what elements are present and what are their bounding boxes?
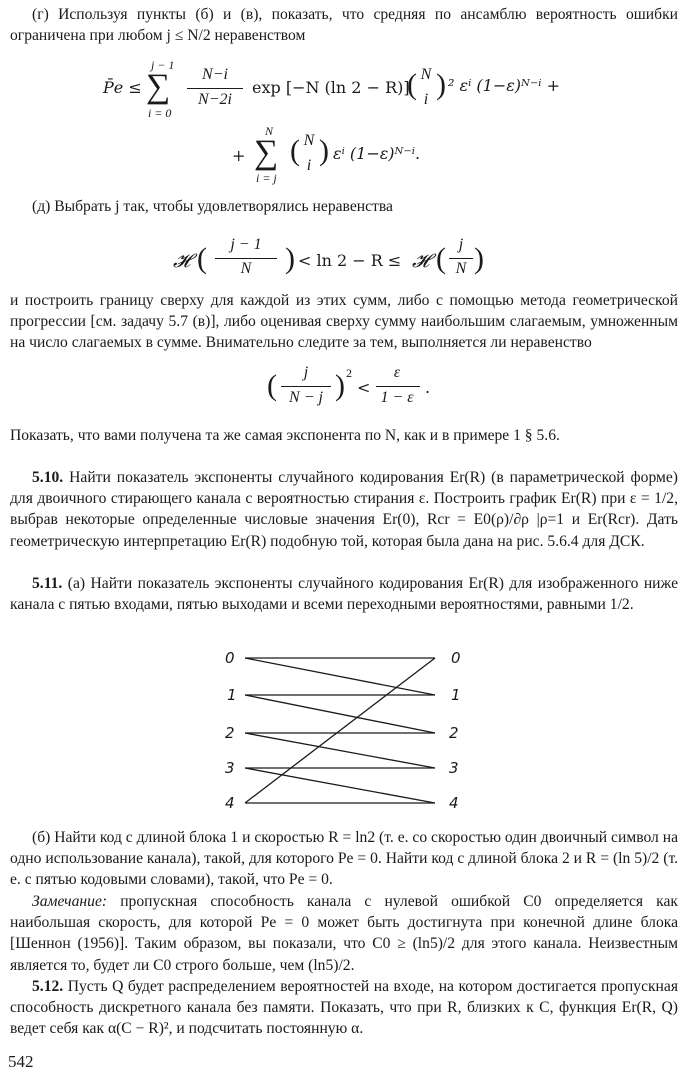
eq1-frac-num: N−i	[202, 66, 228, 83]
eq3-middle: < ln 2 − R ≤	[298, 251, 402, 270]
eq3-H1: 𝓗	[173, 250, 191, 272]
input-label-0: 0	[225, 649, 235, 667]
eq1-binom-top: N	[420, 66, 432, 83]
eq2-tail: εⁱ (1−ε)ᴺ⁻ⁱ.	[333, 144, 421, 163]
paragraph-d: (д) Выбрать j так, чтобы удовлетворялись неравенства	[32, 198, 393, 215]
eq4-paren-close: )	[335, 369, 345, 402]
eq4-bar	[281, 386, 331, 387]
problem-5-10	[10, 467, 678, 552]
edge-1-2	[245, 695, 435, 733]
problem-5-10-number: 5.10.	[32, 469, 64, 486]
eq1-binom-open: (	[407, 68, 417, 101]
edge-4-0	[245, 658, 435, 803]
remark-text: пропускная способность канала с нулевой ошибкой C0 определяется как наибольшая скорость, для которой Pe = 0 может быть достигнута при конечной длине блока [Шеннон (1956)]. Таким образом, вы показали, что C0 ≥ (ln5)/2 для этого канала. Неизвестным является то, будет ли C0 строго больше, чем (ln5)/2.	[10, 893, 678, 974]
input-label-2: 2	[225, 724, 235, 742]
eq2-binom-top: N	[303, 132, 315, 149]
eq3-H2: 𝓗	[412, 250, 430, 272]
eq1-sum-lower: i = 0	[148, 106, 172, 120]
eq1-frac-bar	[187, 88, 243, 89]
problem-5-12-text: Пусть Q будет распределением вероятностей на входе, на котором достигается пропускная способность дискретного канала без памяти. Показать, что при R, близких к C, функция Er(R, Q) ведет себя как α(C − R)², и подсчитать постоянную α.	[10, 978, 679, 1038]
eq2-binom-close: )	[319, 134, 329, 167]
problem-5-12	[10, 976, 678, 1040]
eq3-paren-close-2: )	[474, 242, 484, 275]
paragraph-b: (б) Найти код с длиной блока 1 и скоростью R = ln2 (т. е. со скоростью один двоичный символ на одно использование канала), такой, для которого Pe = 0. Найти код с длиной блока 2 и R = (ln 5)/2 (т. е. с пятью кодовыми словами), такой, что Pe = 0.	[10, 829, 678, 889]
eq4-paren-open: (	[267, 369, 277, 402]
eq4-less: <	[357, 378, 371, 397]
eq2-sum-upper: N	[265, 124, 274, 138]
problem-5-12-number: 5.12.	[32, 978, 64, 995]
paragraph-d-continued: и построить границу сверху для каждой из этих сумм, либо с помощью метода геометрической прогрессии [см. задачу 5.7 (в)], либо оценивая сверху сумму наибольшим слагаемым, умноженным на число слагаемых в сумме. Внимательно следите за тем, выполняется ли неравенство	[10, 292, 678, 352]
paragraph-show: Показать, что вами получена та же самая экспонента по N, как и в примере 1 § 5.6.	[10, 427, 560, 444]
eq3-bar-2	[449, 258, 473, 259]
output-label-2: 2	[449, 724, 459, 742]
output-label-1: 1	[451, 686, 461, 704]
eq2-binom-bot: i	[306, 157, 312, 174]
problem-5-10-text: Найти показатель экспоненты случайного кодирования Er(R) (в параметрической форме) для двоичного стирающего канала с вероятностью стирания ε. Построить график Er(R) при ε = 1/2, выбрав некоторые определенные числовые значения Er(0), Rcr = E0(ρ)/∂ρ |ρ=1 и Er(Rcr). Дать геометрическую интерпретацию Er(R) подобную той, которая была дана на рис. 5.6.4 для ДСК.	[10, 469, 678, 550]
eq2-sum-sign: ∑	[254, 134, 279, 171]
page-number: 542	[8, 1052, 34, 1071]
eq2-binom-open: (	[290, 134, 300, 167]
eq4-num: j	[303, 364, 309, 381]
eq4-den: N − j	[289, 389, 323, 406]
eq1-lhs: P̄e ≤	[103, 78, 142, 97]
eq1-tail: ² εⁱ (1−ε)ᴺ⁻ⁱ +	[448, 76, 561, 95]
remark	[10, 891, 678, 976]
edge-0-1	[245, 658, 435, 695]
eq1-sum-sign: ∑	[146, 68, 171, 105]
input-labels	[225, 649, 237, 812]
eq3-den-1: N	[240, 260, 252, 277]
output-label-4: 4	[449, 794, 459, 812]
eq3-num-1: j − 1	[230, 236, 262, 253]
transition-lines	[245, 658, 435, 803]
input-label-4: 4	[225, 794, 235, 812]
edge-3-4	[245, 768, 435, 803]
input-label-1: 1	[227, 686, 237, 704]
output-label-3: 3	[449, 759, 459, 777]
output-label-0: 0	[451, 649, 461, 667]
eq4-exponent: 2	[346, 366, 352, 380]
eq1-binom-close: )	[436, 68, 446, 101]
input-label-3: 3	[225, 759, 235, 777]
eq1-binom-bot: i	[423, 91, 429, 108]
eq2-sum-lower: i = j	[256, 171, 277, 185]
eq4-rbar	[376, 386, 420, 387]
eq2-plus: +	[232, 146, 246, 165]
output-labels	[449, 649, 461, 812]
eq1-sum-upper: j − 1	[151, 58, 175, 72]
eq3-num-2: j	[458, 236, 464, 253]
eq3-paren-open-2: (	[436, 242, 446, 275]
eq3-paren-open-1: (	[197, 242, 207, 275]
problem-5-11	[10, 573, 678, 615]
problem-5-11-number: 5.11.	[32, 575, 63, 592]
remark-label: Замечание:	[32, 893, 108, 910]
eq1-frac-den: N−2i	[198, 91, 232, 108]
paragraph-g: (г) Используя пункты (б) и (в), показать, что средняя по ансамблю вероятность ошибки ограничена при любом j ≤ N/2 неравенством	[10, 6, 678, 45]
eq4-dot: .	[425, 378, 431, 397]
eq4-rnum: ε	[393, 364, 401, 381]
eq3-den-2: N	[455, 260, 467, 277]
eq4-rden: 1 − ε	[380, 389, 414, 406]
eq3-paren-close-1: )	[285, 242, 295, 275]
edge-2-3	[245, 733, 435, 768]
channel-diagram	[215, 648, 475, 813]
problem-5-11-text: (а) Найти показатель экспоненты случайного кодирования Er(R) для изображенного ниже канала с пятью входами, пятью выходами и всеми переходными вероятностями, равными 1/2.	[10, 575, 678, 614]
eq1-body: exp [−N (ln 2 − R)]	[252, 78, 410, 97]
eq3-bar-1	[215, 258, 277, 259]
